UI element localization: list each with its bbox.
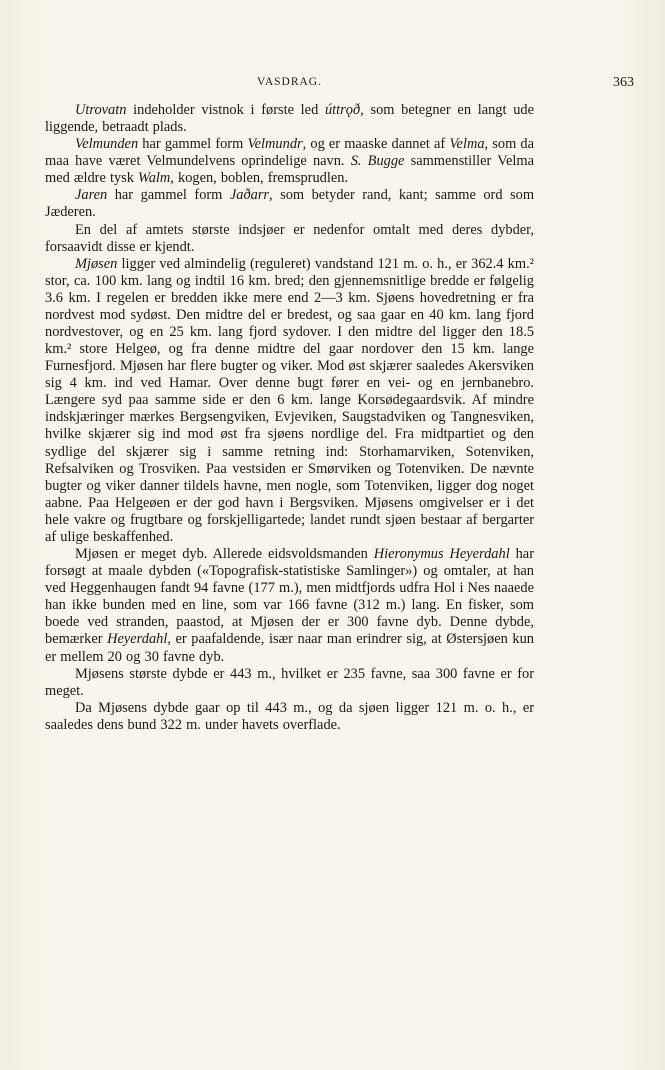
italic-text-run: Jaren — [75, 187, 108, 204]
section-title: VASDRAG. — [257, 76, 322, 88]
text-run: , som da maa have været Velmundelvens oprindelige navn. — [45, 136, 534, 170]
italic-text-run: Jaðarr — [229, 187, 270, 204]
italic-text-run: Utrovatn — [75, 102, 127, 118]
text-run: har forsøgt at maale dybden («Topografisk-statistiske Samlinger») og omtaler, at han ved Heggenhaugen fandt 94 favne (177 m.), men midtfjords udfra Hol i Nes naaede han ikke bunden med en line, som var 166 favne (312 m.) lang. En fisker, som boede ved stranden, paastod, at Mjøsen der er 300 favne dyb. Denne dybde, bemærker — [45, 546, 534, 648]
paragraph-mjosen-bottom — [45, 700, 534, 734]
italic-text-run: úttrǫð — [324, 102, 361, 118]
paragraph-mjosen-max-depth — [45, 666, 534, 700]
text-run: Mjøsen er meget dyb. Allerede eidsvoldsmanden — [75, 546, 374, 563]
text-run: har gammel form — [138, 136, 248, 153]
text-run: Da Mjøsens dybde gaar op til 443 m., og da sjøen ligger 121 m. o. h., er saaledes dens bund 322 m. under havets overflade. — [45, 699, 534, 733]
italic-text-run: S. Bugge — [350, 153, 405, 170]
italic-text-run: Velmunden — [75, 136, 139, 153]
italic-text-run: Heyerdahl — [107, 631, 168, 648]
page-number: 363 — [613, 75, 634, 90]
paragraph-utrovatn — [45, 102, 534, 136]
text-run: Mjøsens største dybde er 443 m., hvilket er 235 favne, saa 300 favne er for meget. — [45, 665, 534, 699]
italic-text-run: Mjøsen — [75, 255, 118, 272]
text-run: , er paafaldende, især naar man erindrer sig, at Østersjøen kun er mellem 20 og 30 favne dyb. — [45, 631, 534, 665]
italic-text-run: Velmundr — [247, 136, 303, 153]
italic-text-run: Walm — [138, 170, 171, 187]
paragraph-jaren — [45, 187, 534, 221]
paragraph-velmunden — [45, 136, 534, 187]
text-run: En del af amtets største indsjøer er nedenfor omtalt med deres dybder, forsaavidt disse er kjendt. — [45, 221, 534, 255]
text-run: har gammel form — [107, 187, 230, 204]
text-run: sammenstiller Velma med ældre tysk — [45, 153, 535, 187]
text-run: , som betegner en langt ude liggende, betraadt plads. — [45, 102, 534, 136]
body-text — [45, 102, 534, 734]
text-run: ligger ved almindelig (reguleret) vandstand 121 m. o. h., er 362.4 km.² stor, ca. 100 km. lang og indtil 16 km. bred; den gjennemsnitlige bredde er følgelig 3.6 km. I regelen er bredden ikke mere end 2—3 km. Sjøens hovedretning er fra nordvest mod sydøst. Den midtre del er bredest, og saa gaar en 40 km. lang fjord nordvestover, og en 25 km. lang fjord sydover. I den midtre del ligger den 18.5 km.² store Helgeø, og fra denne midtre del gaar nordover den 15 km. lange Furnesfjord. Mjøsen har flere bugter og viker. Mod øst skjærer saaledes Akersviken sig 4 km. ind ved Hamar. Over denne bugt fører en vei- og en jernbanebro. Længere syd paa samme side er den 6 km. lange Korsødegaardsvik. Af mindre indskjæringer mærkes Bergsengviken, Evjeviken, Saugstadviken og Tangnesviken, hvilke skjærer sig ind mod øst fra sjøens nordlige del. Fra midtpartiet og den sydlige del skjærer sig i samme retning ind: Storhamarviken, Sotenviken, Refsalviken og Trosviken. Paa vestsiden er Smørviken og Totenviken. De nævnte bugter og viker danner tildels havne, men nogle, som Totenviken, ligger dog noget aabne. Paa Helgeøen er der god havn i Bergsviken. Mjøsens omgivelser er i det hele vakre og frugtbare og forskjelligartede; landet rundt sjøen bestaar af bergarter af ulige beskaffenhed. — [45, 255, 534, 545]
text-run: , kogen, boblen, fremsprudlen. — [170, 170, 349, 187]
text-run: indeholder vistnok i første led — [126, 102, 325, 118]
paragraph-mjosen-description — [45, 256, 534, 546]
paragraph-indsjoer-intro — [45, 222, 534, 256]
italic-text-run: Hieronymus Heyerdahl — [373, 546, 510, 563]
text-run: , og er maaske dannet af — [302, 136, 450, 153]
paragraph-mjosen-depth-history — [45, 546, 534, 666]
italic-text-run: Velma — [449, 136, 485, 153]
text-run: , som betyder rand, kant; samme ord som Jæderen. — [45, 187, 535, 221]
running-head — [45, 75, 634, 96]
